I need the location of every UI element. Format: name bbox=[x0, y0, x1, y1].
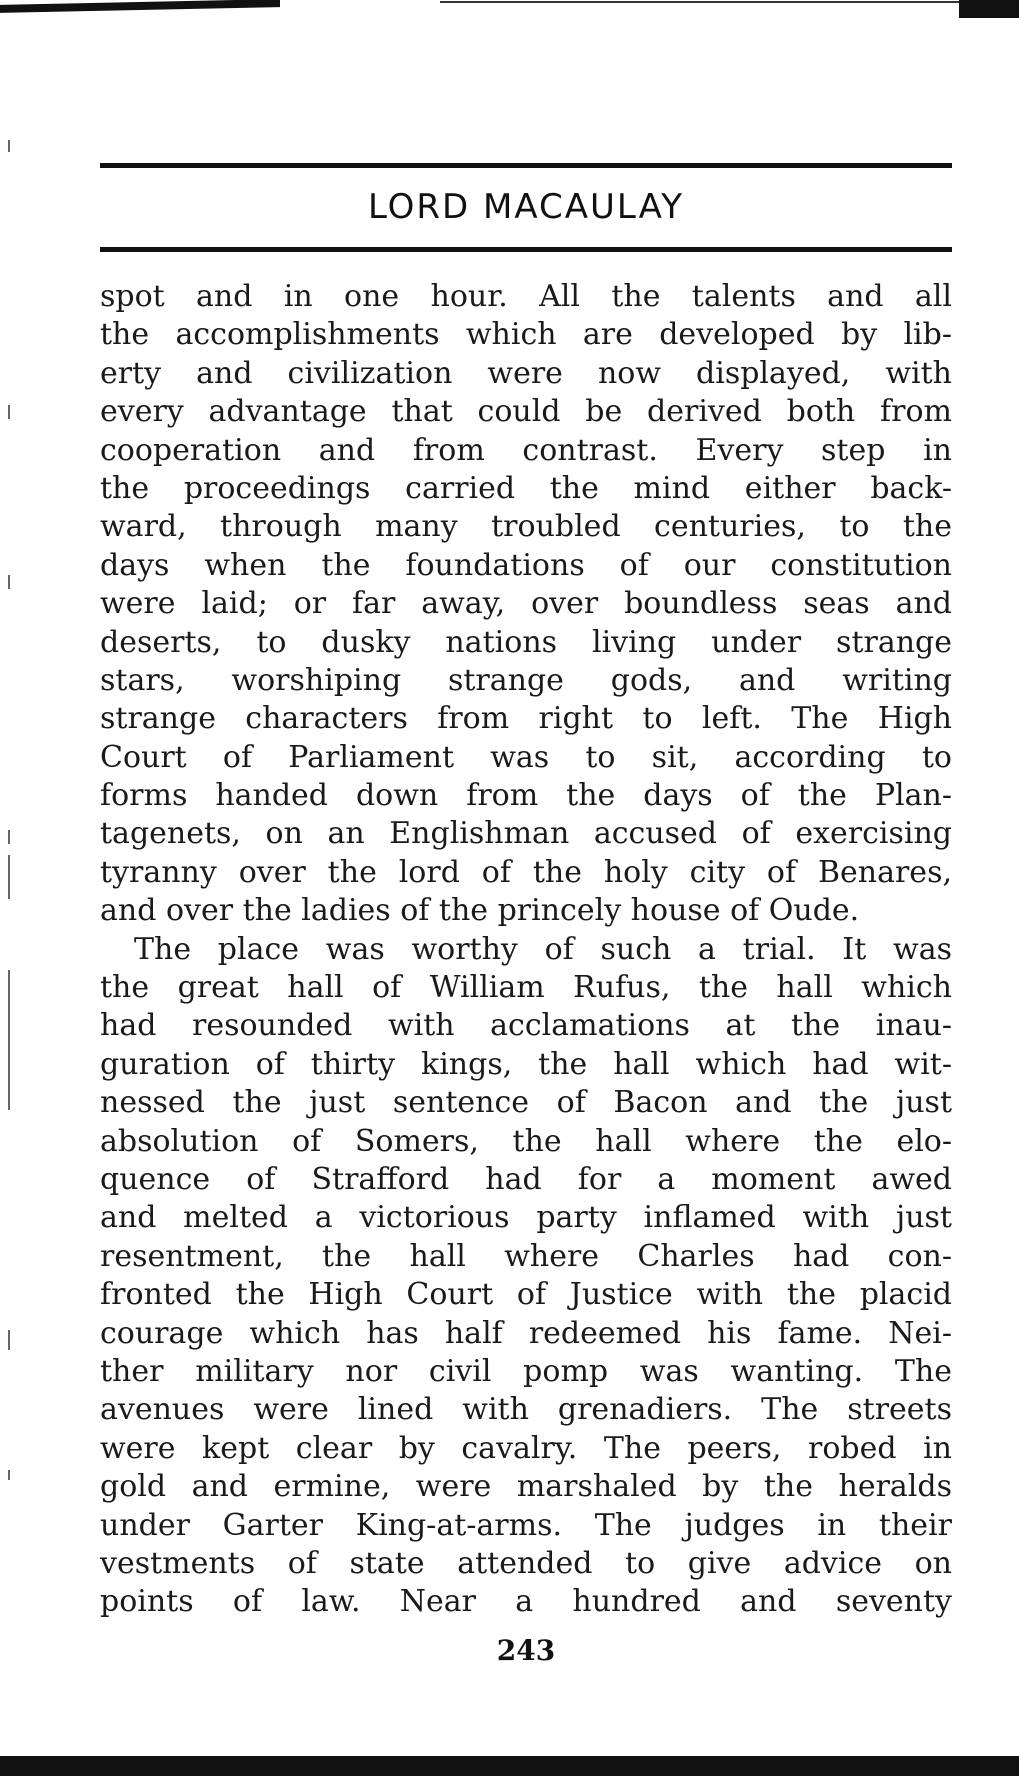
scan-edge-top bbox=[0, 0, 1019, 20]
text-line: forms handed down from the days of the Plan- bbox=[100, 778, 952, 814]
text-line: the proceedings carried the mind either back- bbox=[100, 470, 952, 506]
body-text bbox=[100, 278, 952, 1622]
text-line: and over the ladies of the princely house of Oude. bbox=[100, 893, 860, 929]
text-line: tyranny over the lord of the holy city of Benares, bbox=[100, 854, 952, 890]
text-line: resentment, the hall where Charles had con- bbox=[100, 1238, 952, 1274]
header-rule-bottom bbox=[100, 247, 952, 252]
text-line: courage which has half redeemed his fame. Nei- bbox=[100, 1315, 952, 1351]
text-line: were kept clear by cavalry. The peers, robed in bbox=[100, 1430, 952, 1466]
text-line: ward, through many troubled centuries, to the bbox=[100, 509, 952, 545]
text-line: erty and civilization were now displayed, with bbox=[100, 355, 952, 391]
text-line: spot and in one hour. All the talents and all bbox=[100, 279, 952, 314]
scan-shadow-left bbox=[0, 0, 280, 13]
scan-shadow-thin bbox=[440, 1, 960, 3]
text-line: absolution of Somers, the hall where the elo- bbox=[100, 1123, 952, 1159]
text-line: quence of Strafford had for a moment awed bbox=[100, 1161, 952, 1197]
text-line: strange characters from right to left. The High bbox=[100, 701, 952, 737]
header-rule-top bbox=[100, 163, 952, 168]
running-head: LORD MACAULAY bbox=[367, 187, 685, 227]
scan-edge-bottom bbox=[0, 1756, 1019, 1776]
text-line: the great hall of William Rufus, the hall which bbox=[100, 970, 952, 1006]
text-line: nessed the just sentence of Bacon and the just bbox=[100, 1085, 952, 1121]
text-line: were laid; or far away, over boundless seas and bbox=[100, 586, 952, 622]
text-line: guration of thirty kings, the hall which had wit- bbox=[100, 1046, 952, 1082]
text-line: under Garter King-at-arms. The judges in their bbox=[100, 1507, 952, 1543]
text-line: gold and ermine, were marshaled by the heralds bbox=[100, 1469, 952, 1505]
text-line: Court of Parliament was to sit, according to bbox=[100, 739, 952, 775]
text-line: days when the foundations of our constitution bbox=[100, 547, 952, 583]
text-line: the accomplishments which are developed by lib- bbox=[100, 317, 952, 353]
margin-scan-marks bbox=[8, 140, 12, 1740]
text-line: cooperation and from contrast. Every step in bbox=[100, 432, 952, 468]
page-number: 243 bbox=[496, 1634, 556, 1667]
text-line: had resounded with acclamations at the inau- bbox=[100, 1008, 952, 1044]
text-line: points of law. Near a hundred and seventy bbox=[100, 1584, 952, 1620]
text-line: tagenets, on an Englishman accused of exercising bbox=[100, 816, 952, 852]
text-line: avenues were lined with grenadiers. The streets bbox=[100, 1392, 952, 1428]
text-line: every advantage that could be derived both from bbox=[100, 394, 952, 430]
text-line: deserts, to dusky nations living under strange bbox=[100, 624, 952, 660]
scan-shadow-right bbox=[959, 0, 1019, 18]
text-line: The place was worthy of such a trial. It was bbox=[134, 931, 952, 967]
text-line: fronted the High Court of Justice with the placid bbox=[100, 1277, 952, 1313]
text-line: ther military nor civil pomp was wanting. The bbox=[100, 1353, 952, 1389]
text-line: stars, worshiping strange gods, and writing bbox=[100, 662, 952, 698]
text-line: and melted a victorious party inflamed with just bbox=[100, 1200, 952, 1236]
text-line: vestments of state attended to give advice on bbox=[100, 1545, 952, 1581]
